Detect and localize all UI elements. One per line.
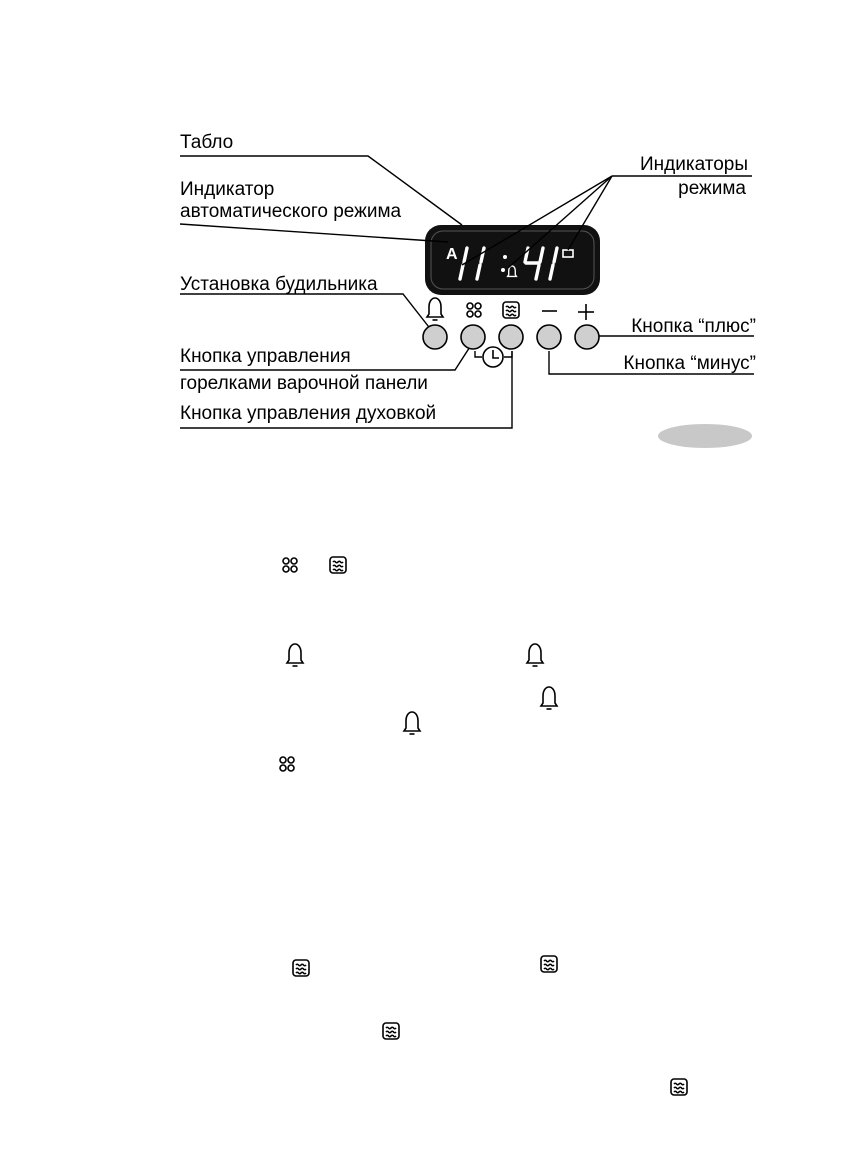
auto-mode-letter: A [446, 246, 458, 263]
plus-button[interactable] [575, 325, 599, 349]
clock-icon [483, 347, 503, 367]
minus-button[interactable] [537, 325, 561, 349]
burner-button-label-2: горелками варочной панели [180, 373, 428, 394]
plus-button-label: Кнопка “плюс” [631, 316, 756, 337]
oven-button-label: Кнопка управления духовкой [180, 403, 437, 424]
oven-button[interactable] [499, 325, 523, 349]
hob-button[interactable] [461, 325, 485, 349]
hob-icon-inline-2 [280, 757, 294, 771]
bell-icon [427, 298, 443, 320]
oven-icon-inline-5 [671, 1079, 687, 1095]
minus-button-label: Кнопка “минус” [623, 353, 756, 374]
burner-button-label-1: Кнопка управления [180, 346, 351, 367]
plus-icon [578, 304, 594, 320]
bell-icon-inline-1 [287, 644, 303, 666]
auto-indicator-label-2: автоматического режима [180, 201, 402, 222]
alarm-button[interactable] [423, 325, 447, 349]
oven-icon-inline-3 [541, 956, 557, 972]
bell-icon-inline-3 [541, 687, 557, 709]
bell-icon-inline-4 [404, 712, 420, 734]
oven-icon-inline-4 [383, 1023, 399, 1039]
mode-indicators-label-1: Индикаторы [639, 154, 748, 175]
oven-icon-inline-2 [293, 960, 309, 976]
display-label: Табло [180, 132, 234, 153]
hob-icon-inline-1 [283, 558, 297, 572]
mode-indicators-label-2: режима [678, 178, 746, 199]
page-badge [658, 424, 752, 448]
oven-icon-inline-1 [330, 557, 346, 573]
oven-icon [503, 302, 519, 318]
alarm-setting-label: Установка будильника [180, 274, 378, 295]
auto-indicator-label-1: Индикатор [180, 179, 275, 200]
four-burners-icon [467, 303, 481, 317]
bell-icon-inline-2 [527, 644, 543, 666]
